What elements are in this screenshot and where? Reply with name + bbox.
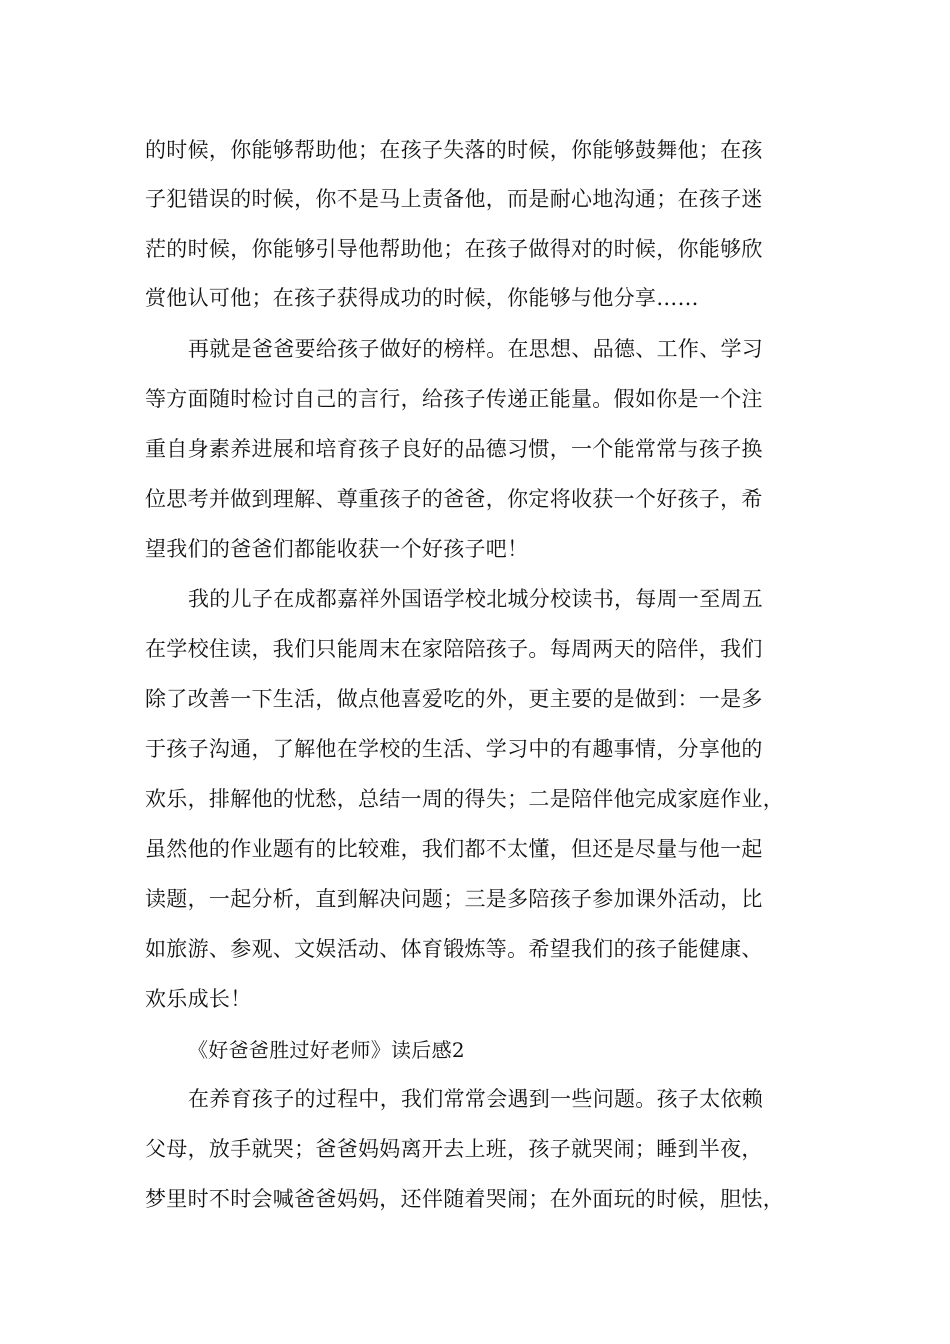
text-line: 父母，放手就哭；爸爸妈妈离开去上班，孩子就哭闹；睡到半夜， (145, 1137, 763, 1161)
text-line: 赏他认可他；在孩子获得成功的时候，你能够与他分享…… (145, 286, 699, 310)
text-line: 欢乐成长！ (145, 987, 252, 1011)
text-line: 于孩子沟通，了解他在学校的生活、学习中的有趣事情，分享他的 (145, 737, 763, 761)
text-line: 位思考并做到理解、尊重孩子的爸爸，你定将收获一个好孩子，希 (145, 487, 763, 511)
text-line: 望我们的爸爸们都能收获一个好孩子吧！ (145, 537, 529, 561)
paragraph-first-line: 我的儿子在成都嘉祥外国语学校北城分校读书，每周一至周五 (188, 587, 764, 611)
text-line: 重自身素养进展和培育孩子良好的品德习惯，一个能常常与孩子换 (145, 437, 763, 461)
text-line: 茫的时候，你能够引导他帮助他；在孩子做得对的时候，你能够欣 (145, 237, 763, 261)
paragraph-first-line: 再就是爸爸要给孩子做好的榜样。在思想、品德、工作、学习 (188, 337, 764, 361)
paragraph-first-line: 在养育孩子的过程中，我们常常会遇到一些问题。孩子太依赖 (188, 1087, 764, 1111)
text-line: 在学校住读，我们只能周末在家陪陪孩子。每周两天的陪伴，我们 (145, 637, 763, 661)
text-line: 如旅游、参观、文娱活动、体育锻炼等。希望我们的孩子能健康、 (145, 937, 763, 961)
text-line: 等方面随时检讨自己的言行，给孩子传递正能量。假如你是一个注 (145, 387, 763, 411)
text-line: 的时候，你能够帮助他；在孩子失落的时候，你能够鼓舞他；在孩 (145, 138, 763, 162)
text-line: 梦里时不时会喊爸爸妈妈，还伴随着哭闹；在外面玩的时候，胆怯， (145, 1187, 784, 1211)
text-line: 子犯错误的时候，你不是马上责备他，而是耐心地沟通；在孩子迷 (145, 187, 763, 211)
section-title: 《好爸爸胜过好老师》读后感2 (188, 1038, 465, 1062)
text-line: 读题，一起分析，直到解决问题；三是多陪孩子参加课外活动，比 (145, 887, 763, 911)
text-line: 虽然他的作业题有的比较难，我们都不太懂，但还是尽量与他一起 (145, 837, 763, 861)
text-line: 欢乐，排解他的忧愁，总结一周的得失；二是陪伴他完成家庭作业， (145, 787, 784, 811)
text-line: 除了改善一下生活，做点他喜爱吃的外，更主要的是做到：一是多 (145, 687, 763, 711)
